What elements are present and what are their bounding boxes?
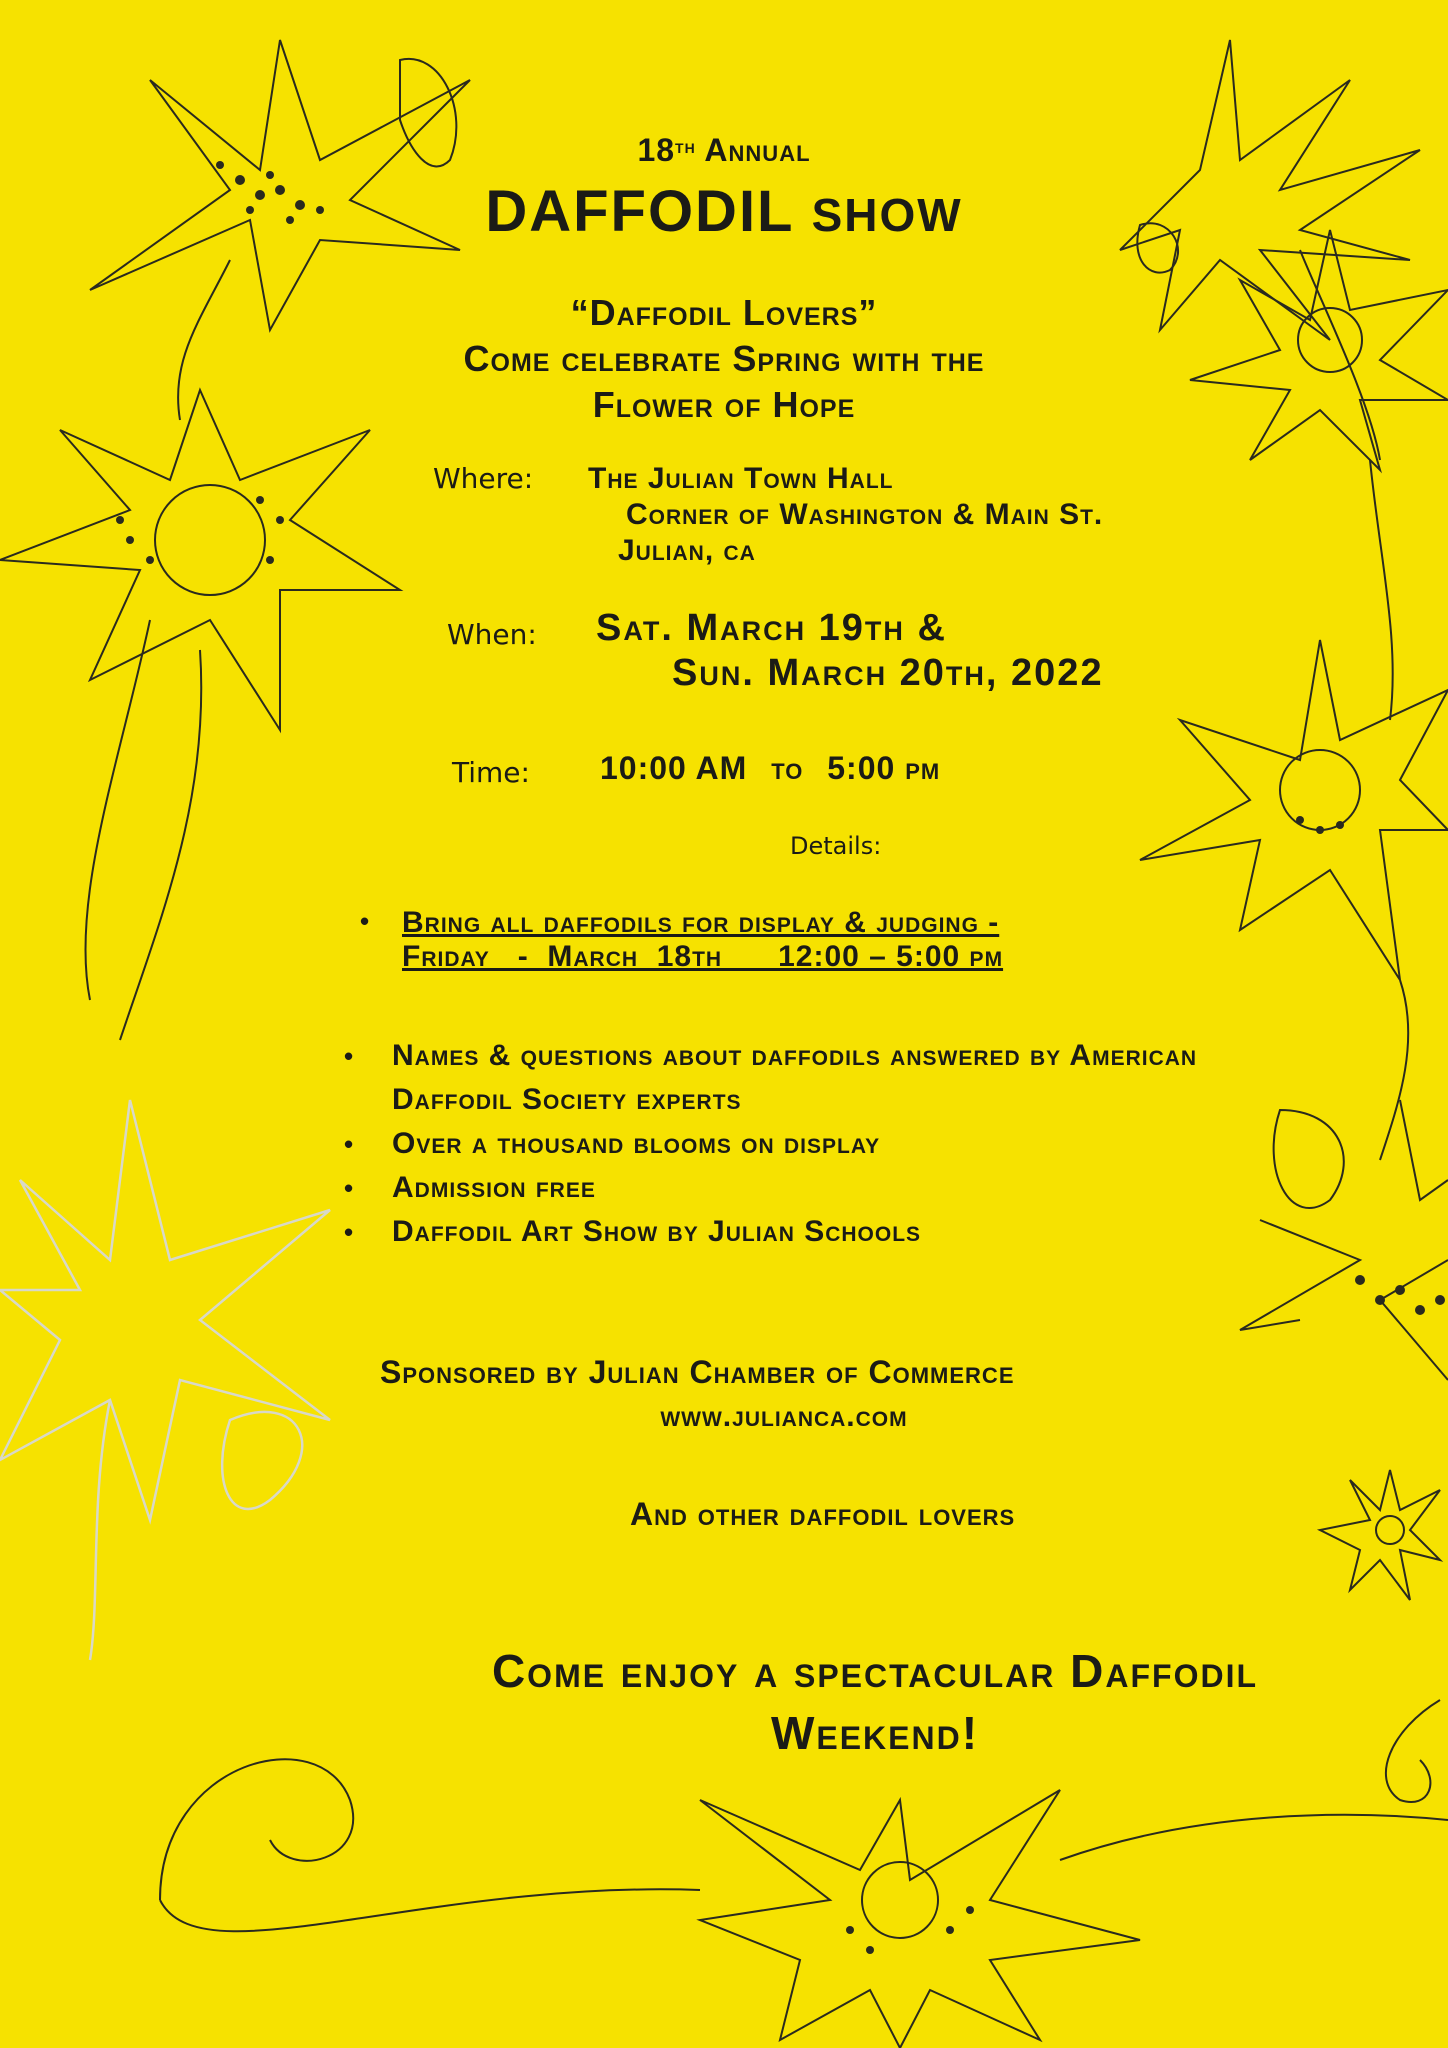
tagline-line-1: “Daffodil Lovers” bbox=[570, 292, 878, 333]
time-start: 10:00 AM bbox=[600, 750, 748, 786]
page-title bbox=[0, 178, 1448, 245]
drop-off-item bbox=[372, 906, 1372, 974]
where-line-1: The Julian Town Hall bbox=[588, 462, 894, 495]
details-item-1: • Names & questions about daffodils answered by American Daffodil Society experts bbox=[356, 1034, 1296, 1122]
annual-word: Annual bbox=[704, 132, 811, 168]
time-label: Time: bbox=[452, 756, 530, 789]
where-line-3: Julian, ca bbox=[618, 534, 756, 567]
annual-heading bbox=[0, 132, 1448, 169]
annual-number: 18 bbox=[637, 132, 676, 168]
tagline-line-2: Come celebrate Spring with the bbox=[463, 338, 985, 379]
drop-off-line-1: • Bring all daffodils for display & judging - bbox=[402, 906, 1000, 939]
details-list bbox=[356, 1034, 1296, 1254]
drop-off-line-2: Friday - March 18th 12:00 – 5:00 pm bbox=[402, 940, 1004, 973]
details-item-4: • Daffodil Art Show by Julian Schools bbox=[356, 1210, 1296, 1254]
flower-left-icon bbox=[0, 390, 400, 1040]
sponsor-website[interactable]: www.julianca.com bbox=[660, 1400, 908, 1433]
closing-message bbox=[300, 1640, 1448, 1764]
title-main: DAFFODIL bbox=[485, 179, 794, 244]
details-item-3: • Admission free bbox=[356, 1166, 1296, 1210]
annual-suffix: th bbox=[675, 136, 696, 158]
where-line-2: Corner of Washington & Main St. bbox=[626, 498, 1104, 531]
when-label: When: bbox=[447, 618, 537, 651]
drop-off-list bbox=[372, 906, 1372, 974]
when-line-2: Sun. March 20th, 2022 bbox=[672, 652, 1104, 694]
tagline bbox=[0, 290, 1448, 428]
other-sponsors: And other daffodil lovers bbox=[630, 1496, 1016, 1532]
where-label: Where: bbox=[433, 462, 534, 495]
closing-line-2: Weekend! bbox=[770, 1707, 980, 1759]
title-show: SHOW bbox=[811, 189, 963, 241]
time-to: to bbox=[771, 750, 804, 786]
sponsor-line: Sponsored by Julian Chamber of Commerce bbox=[380, 1354, 1015, 1390]
flower-left-lower-icon bbox=[0, 1100, 330, 1660]
flower-bottom-icon bbox=[160, 1759, 1448, 2048]
closing-line-1: Come enjoy a spectacular Daffodil bbox=[491, 1645, 1259, 1697]
details-label: Details: bbox=[790, 832, 882, 860]
tagline-line-3: Flower of Hope bbox=[592, 384, 856, 425]
time-end: 5:00 pm bbox=[827, 750, 941, 786]
time-value bbox=[600, 750, 940, 787]
when-line-1: Sat. March 19th & bbox=[596, 607, 947, 649]
details-item-2: • Over a thousand blooms on display bbox=[356, 1122, 1296, 1166]
